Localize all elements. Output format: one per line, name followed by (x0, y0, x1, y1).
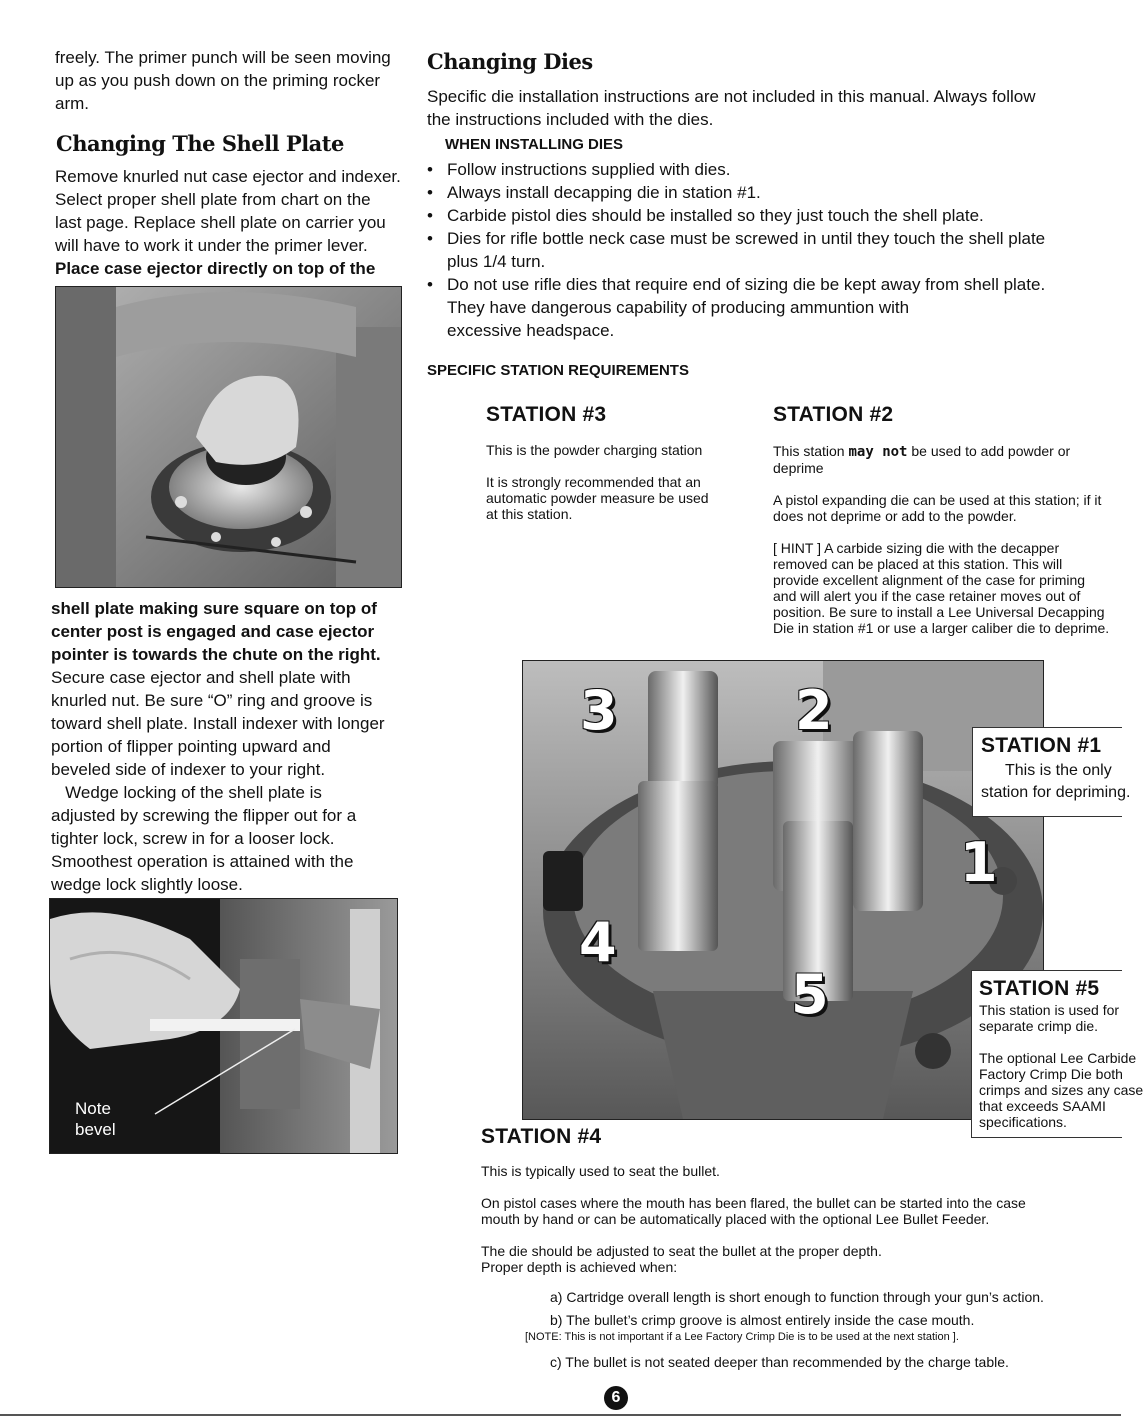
text-line: at this station. (486, 506, 573, 522)
text-line: will have to work it under the primer lever. (55, 236, 368, 255)
text-line: beveled side of indexer to your right. (51, 760, 326, 779)
text-line: • Do not use rifle dies that require end of sizing die be kept away from shell plate. (447, 275, 1046, 294)
note-bevel-label (75, 1098, 116, 1140)
page-number: 6 (611, 1389, 621, 1406)
text-line: wedge lock slightly loose. (51, 875, 243, 894)
station-4-item-c: c) The bullet is not seated deeper than recommended by the charge table. (550, 1354, 1009, 1370)
text-line: Place case ejector directly on top of the (55, 259, 376, 278)
text-line: shell plate making sure square on top of (51, 599, 377, 618)
page-number-badge (604, 1386, 628, 1410)
text-line: deprime (773, 460, 824, 476)
text-line: Note (75, 1099, 111, 1118)
text-line: tighter lock, screw in for a looser lock. (51, 829, 335, 848)
text-line: • Always install decapping die in station #1. (447, 183, 761, 202)
text-line: excessive headspace. (447, 321, 615, 340)
text-line: They have dangerous capability of producing ammuntion with (447, 298, 910, 317)
shell-plate-photo-illustration (56, 287, 401, 587)
list-item (427, 227, 1107, 273)
shell-plate-paragraph-1 (55, 165, 410, 280)
text-line: portion of flipper pointing upward and (51, 737, 331, 756)
station-3-text (486, 442, 746, 522)
text-line: pointer is towards the chute on the right. (51, 645, 381, 664)
turret-number-2: 2 (795, 679, 833, 742)
text-line: Factory Crimp Die both (979, 1066, 1123, 1082)
installing-dies-subheading: WHEN INSTALLING DIES (445, 136, 624, 153)
text-span: This station (773, 443, 849, 459)
list-item (427, 204, 1107, 227)
text-line: up as you push down on the priming rocker (55, 71, 381, 90)
shell-plate-paragraph-2 (51, 597, 411, 896)
text-line: • Carbide pistol dies should be installed so they just touch the shell plate. (447, 206, 984, 225)
station-4-item-b: b) The bullet’s crimp groove is almost entirely inside the case mouth. (550, 1312, 975, 1328)
indexer-bevel-photo (49, 898, 398, 1154)
list-item (427, 273, 1107, 342)
shell-plate-photo (55, 286, 402, 588)
text-line: does not deprime or add to the powder. (773, 508, 1017, 524)
text-line: A pistol expanding die can be used at this station; if it (773, 492, 1102, 508)
station-4-text (481, 1163, 1111, 1275)
text-line: Wedge locking of the shell plate is (51, 783, 322, 802)
station-4-heading: STATION #4 (481, 1125, 602, 1148)
changing-dies-intro (427, 85, 1107, 131)
text-span: be used to add powder or (907, 443, 1071, 459)
text-line: center post is engaged and case ejector (51, 622, 375, 641)
text-line: Smoothest operation is attained with the (51, 852, 354, 871)
text-line: adjusted by screwing the flipper out for a (51, 806, 357, 825)
station-4-item-a: a) Cartridge overall length is short enough to function through your gun’s action. (550, 1289, 1044, 1305)
text-line: removed can be placed at this station. This will (773, 556, 1063, 572)
left-intro (55, 46, 405, 115)
text-line: Remove knurled nut case ejector and indexer. (55, 167, 401, 186)
text-line: Specific die installation instructions are not included in this manual. Always follow (427, 87, 1036, 106)
text-line: and will alert you if the case retainer moves out of (773, 588, 1081, 604)
text-line: The optional Lee Carbide (979, 1050, 1137, 1066)
text-line: automatic powder measure be used (486, 490, 709, 506)
text-line: Select proper shell plate from chart on the (55, 190, 371, 209)
text-line: Secure case ejector and shell plate with (51, 668, 351, 687)
text-line: specifications. (979, 1114, 1067, 1130)
text-line: crimps and sizes any case (979, 1082, 1143, 1098)
text-line: station for depriming. (981, 784, 1131, 801)
station-2-heading: STATION #2 (773, 403, 894, 426)
text-line: This is typically used to seat the bullet. (481, 1163, 720, 1179)
text-line: knurled nut. Be sure “O” ring and groove is (51, 691, 373, 710)
text-line: toward shell plate. Install indexer with longer (51, 714, 385, 733)
specific-station-heading: SPECIFIC STATION REQUIREMENTS (427, 362, 689, 379)
text-line: This is the powder charging station (486, 442, 703, 458)
text-line: This is the only (1005, 762, 1112, 779)
text-line: bevel (75, 1120, 116, 1139)
turret-number-1: 1 (960, 831, 998, 894)
turret-number-4: 4 (579, 911, 617, 974)
text-line: On pistol cases where the mouth has been flared, the bullet can be started into the case (481, 1195, 1026, 1211)
text-line: Proper depth is achieved when: (481, 1259, 678, 1275)
text-line: • Dies for rifle bottle neck case must be screwed in until they touch the shell plate (447, 229, 1046, 248)
text-line: freely. The primer punch will be seen moving (55, 48, 391, 67)
installing-dies-list (427, 158, 1107, 342)
station-3-heading: STATION #3 (486, 403, 607, 426)
station-1-heading: STATION #1 (981, 734, 1102, 757)
text-line: provide excellent alignment of the case for priming (773, 572, 1086, 588)
text-line: • Follow instructions supplied with dies. (447, 160, 731, 179)
turret-number-5: 5 (791, 963, 829, 1026)
list-item (427, 181, 1107, 204)
text-line: This station is used for (979, 1002, 1120, 1018)
text-line: position. Be sure to install a Lee Universal Decapping (773, 604, 1105, 620)
text-line: separate crimp die. (979, 1018, 1099, 1034)
station-5-text (979, 1002, 1143, 1130)
text-line: plus 1/4 turn. (447, 252, 546, 271)
list-item (427, 158, 1107, 181)
text-line: last page. Replace shell plate on carrier you (55, 213, 386, 232)
text-line: that exceeds SAAMI (979, 1098, 1106, 1114)
bottom-rule (0, 1414, 1121, 1416)
text-line: Die in station #1 or use a larger caliber die to deprime. (773, 620, 1110, 636)
station-1-text (981, 760, 1130, 804)
station-1-callout (972, 727, 1131, 817)
changing-dies-heading: Changing Dies (427, 49, 593, 74)
station-4-note: [NOTE: This is not important if a Lee Factory Crimp Die is to be used at the next station ]. (525, 1331, 959, 1343)
turret-photo (522, 660, 1044, 1120)
text-line: the instructions included with the dies. (427, 110, 714, 129)
station-5-callout (971, 970, 1143, 1138)
station-2-text (773, 443, 1121, 636)
text-line: The die should be adjusted to seat the bullet at the proper depth. (481, 1243, 882, 1259)
may-not-emphasis: may not (848, 444, 908, 460)
turret-number-3: 3 (580, 679, 618, 742)
text-line: It is strongly recommended that an (486, 474, 701, 490)
text-line: [ HINT ] A carbide sizing die with the decapper (773, 540, 1060, 556)
station-5-heading: STATION #5 (979, 977, 1100, 1000)
shell-plate-heading: Changing The Shell Plate (56, 131, 344, 156)
text-line: arm. (55, 94, 89, 113)
text-line: mouth by hand or can be automatically placed with the optional Lee Bullet Feeder. (481, 1211, 990, 1227)
text-line (773, 443, 1121, 460)
